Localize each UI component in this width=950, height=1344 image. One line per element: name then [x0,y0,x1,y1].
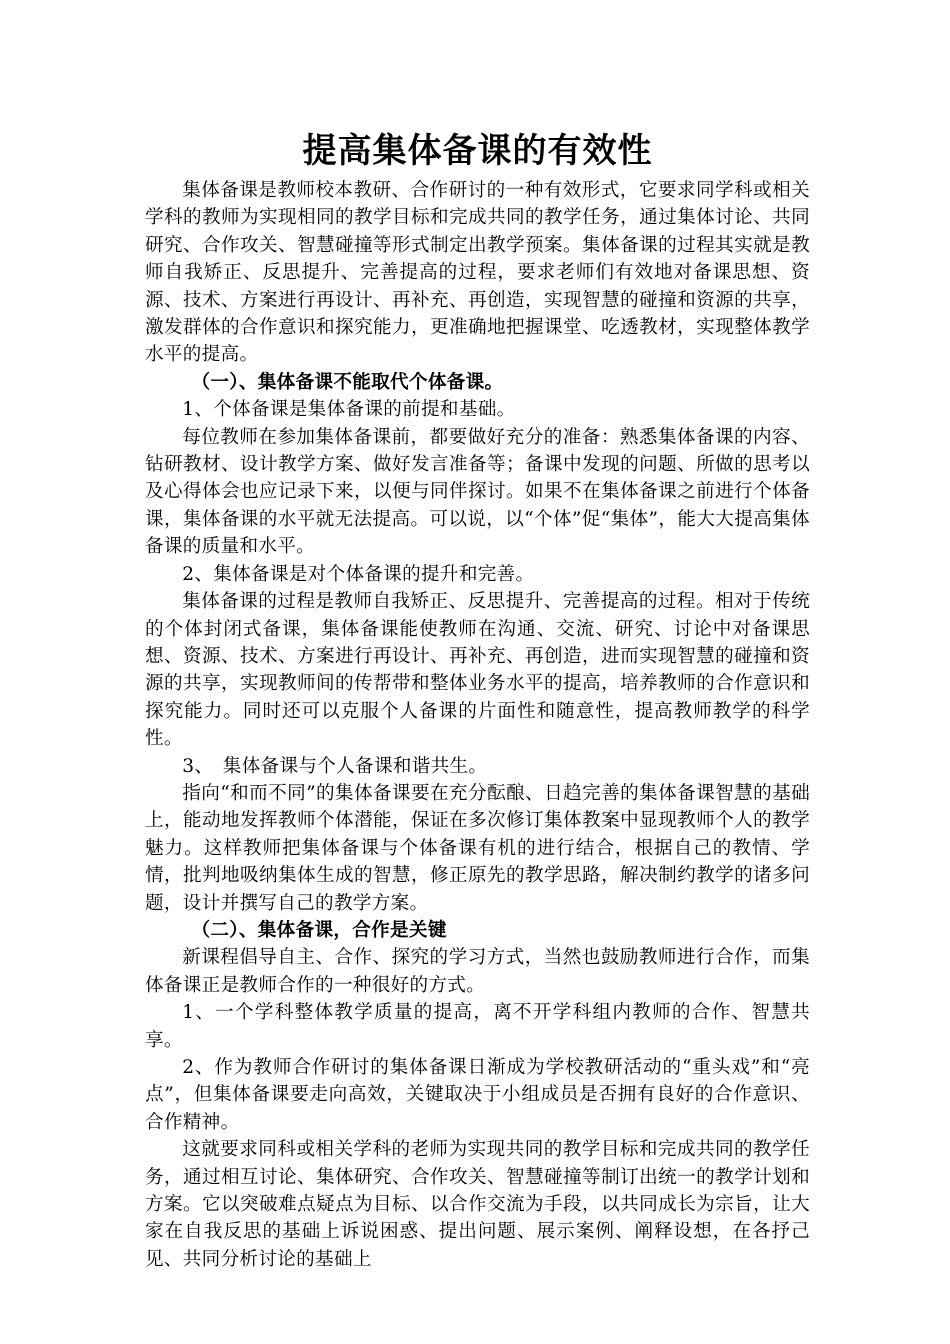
document-title: 提高集体备课的有效性 [302,131,653,171]
point-1-3: 3、 集体备课与个人备课和谐共生。 [182,755,488,777]
section-heading-2: （二）、集体备课，合作是关键 [191,919,447,941]
point-2-1: 1、一个学科整体教学质量的提高，离不开学科组内教师的合作、智慧共享。 [145,1002,810,1051]
intro-paragraph: 集体备课是教师校本教研、合作研讨的一种有效形式，它要求同学科或相关学科的教师为实现相同的教学目标和完成共同的教学任务，通过集体讨论、共同研究、合作攻关、智慧碰撞等形式制定出教学预案。集体备课的过程其实就是教师自我矫正、反思提升、完善提高的过程，要求老师们有效地对备课思想、资源、技术、方案进行再设计、再补充、再创造，实现智慧的碰撞和资源的共享，激发群体的合作意识和探究能力，更准确地把握课堂、吃透教材，实现整体教学水平的提高。 [145,180,810,366]
paragraph: 新课程倡导自主、合作、探究的学习方式，当然也鼓励教师进行合作，而集体备课正是教师合作的一种很好的方式。 [145,947,810,996]
section-heading-1: （一）、集体备课不能取代个体备课。 [191,371,504,393]
point-1-1: 1、个体备课是集体备课的前提和基础。 [182,399,516,421]
paragraph: 这就要求同科或相关学科的老师为实现共同的教学目标和完成共同的教学任务，通过相互讨论、集体研究、合作攻关、智慧碰撞等制订出统一的教学计划和方案。它以突破难点疑点为目标、以合作交流为手段，以共同成长为宗旨，让大家在自我反思的基础上诉说困惑、提出问题、展示案例、阐释设想，在各抒己见、共同分析讨论的基础上 [145,1139,810,1270]
paragraph: 指向“和而不同”的集体备课要在充分酝酿、日趋完善的集体备课智慧的基础上，能动地发挥教师个体潜能，保证在多次修订集体教案中显现教师个人的教学魅力。这样教师把集体备课与个体备课有机的进行结合，根据自己的教情、学情，批判地吸纳集体生成的智慧，修正原先的教学思路，解决制约教学的诸多问题，设计并撰写自己的教学方案。 [145,782,810,914]
paragraph: 每位教师在参加集体备课前，都要做好充分的准备：熟悉集体备课的内容、钻研教材、设计教学方案、做好发言准备等；备课中发现的问题、所做的思考以及心得体会也应记录下来，以便与同伴探讨。如果不在集体备课之前进行个体备课，集体备课的水平就无法提高。可以说，以“个体”促“集体”，能大大提高集体备课的质量和水平。 [145,426,810,558]
point-1-2: 2、集体备课是对个体备课的提升和完善。 [182,563,535,585]
point-2-2: 2、作为教师合作研讨的集体备课日渐成为学校教研活动的“重头戏”和“亮点”，但集体备课要走向高效，关键取决于小组成员是否拥有良好的合作意识、合作精神。 [145,1057,810,1133]
document-page [145,125,810,1273]
paragraph: 集体备课的过程是教师自我矫正、反思提升、完善提高的过程。相对于传统的个体封闭式备课，集体备课能使教师在沟通、交流、研究、讨论中对备课思想、资源、技术、方案进行再设计、再补充、再创造，进而实现智慧的碰撞和资源的共享，实现教师间的传帮带和整体业务水平的提高，培养教师的合作意识和探究能力。同时还可以克服个人备课的片面性和随意性，提高教师教学的科学性。 [145,591,810,750]
